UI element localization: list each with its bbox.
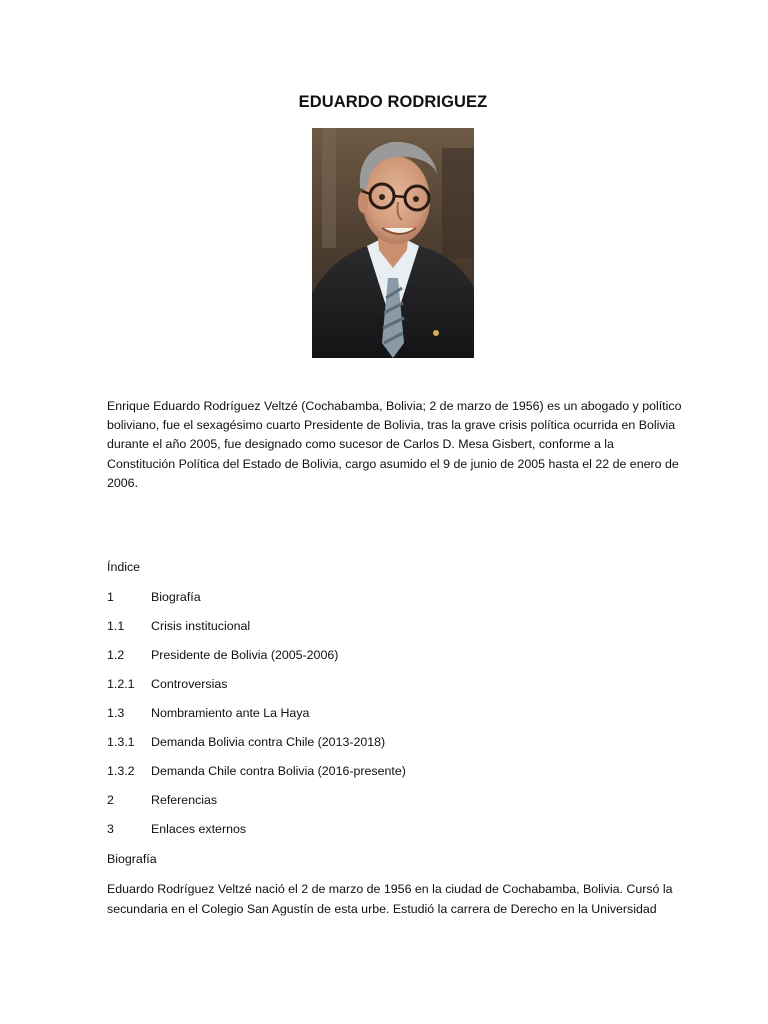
toc-item	[107, 764, 667, 793]
table-of-contents	[107, 590, 667, 851]
toc-item-label: Enlaces externos	[151, 822, 247, 836]
section-heading-biografia: Biografía	[107, 852, 157, 866]
toc-item-number: 1.2.1	[107, 677, 135, 691]
biography-paragraph: Eduardo Rodríguez Veltzé nació el 2 de marzo de 1956 en la ciudad de Cochabamba, Bolivia. Cursó la secundaria en el Colegio San Agustín de esta urbe. Estudió la carrera de Derecho en la Universidad	[107, 882, 673, 916]
toc-item-label: Crisis institucional	[151, 619, 251, 633]
toc-item	[107, 648, 667, 677]
toc-item-number: 3	[107, 822, 114, 836]
toc-item-label: Nombramiento ante La Haya	[151, 706, 310, 720]
document-title: EDUARDO RODRIGUEZ	[298, 93, 488, 111]
toc-item-label: Biografía	[151, 590, 201, 604]
toc-item-number: 1.1	[107, 619, 125, 633]
toc-item-label: Demanda Chile contra Bolivia (2016-presente)	[151, 764, 406, 778]
toc-item-label: Controversias	[151, 677, 228, 691]
toc-item-number: 1.3	[107, 706, 125, 720]
toc-item	[107, 822, 667, 851]
toc-item	[107, 677, 667, 706]
toc-item	[107, 735, 667, 764]
toc-item	[107, 619, 667, 648]
toc-item-number: 1	[107, 590, 114, 604]
intro-paragraph: Enrique Eduardo Rodríguez Veltzé (Cochabamba, Bolivia; 2 de marzo de 1956) es un abogado y político boliviano, fue el sexagésimo cuarto Presidente de Bolivia, tras la grave crisis política ocurrida en Bolivia durante el año 2005, fue designado como sucesor de Carlos D. Mesa Gisbert, conforme a la Constitución Política del Estado de Bolivia, cargo asumido el 9 de junio de 2005 hasta el 22 de enero de 2006.	[107, 399, 682, 490]
toc-item	[107, 793, 667, 822]
toc-item-number: 2	[107, 793, 114, 807]
toc-item	[107, 590, 667, 619]
toc-item-label: Referencias	[151, 793, 218, 807]
toc-item-number: 1.2	[107, 648, 125, 662]
toc-item-number: 1.3.1	[107, 735, 135, 749]
toc-item	[107, 706, 667, 735]
portrait-photo	[312, 128, 474, 358]
toc-item-label: Demanda Bolivia contra Chile (2013-2018)	[151, 735, 386, 749]
toc-item-number: 1.3.2	[107, 764, 135, 778]
toc-heading: Índice	[107, 560, 141, 574]
toc-item-label: Presidente de Bolivia (2005-2006)	[151, 648, 339, 662]
